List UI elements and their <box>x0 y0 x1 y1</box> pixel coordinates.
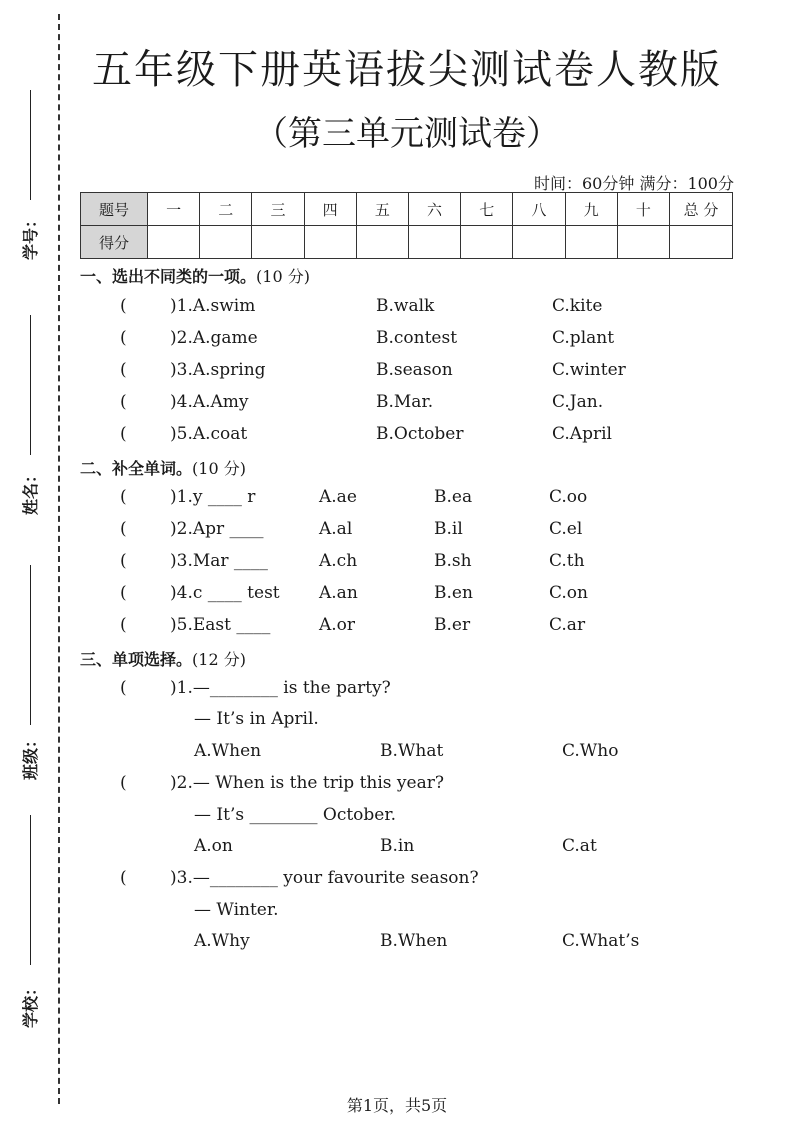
answer-bracket[interactable]: ( <box>120 519 127 539</box>
question-option-a: A.an <box>319 583 358 603</box>
answer-bracket[interactable]: ( <box>120 487 127 507</box>
question-option-a: )4.A.Amy <box>170 392 249 412</box>
question-option-a: A.ae <box>319 487 357 507</box>
question-option-a: )3.A.spring <box>170 360 266 380</box>
score-cell[interactable] <box>408 226 460 259</box>
question-option-b: B.What <box>380 741 444 761</box>
section-1-points: (10 分) <box>256 267 310 286</box>
question-option-b: B.walk <box>376 296 435 316</box>
question-option-a: )5.A.coat <box>170 424 248 444</box>
column-header: 总 分 <box>670 193 733 226</box>
answer-bracket[interactable]: ( <box>120 328 127 348</box>
incomplete-word: )5.East ____ <box>170 615 271 635</box>
question-number-label: 题号 <box>81 193 148 226</box>
cut-line <box>58 14 60 1104</box>
column-header: 六 <box>408 193 460 226</box>
school-label: 学校： <box>21 979 40 1028</box>
question-option-c: C.oo <box>549 487 588 507</box>
section-2-points: (10 分) <box>192 459 246 478</box>
binding-margin <box>0 0 62 1123</box>
question-option-b: B.When <box>380 931 448 951</box>
answer-bracket[interactable]: ( <box>120 773 127 793</box>
answer-bracket[interactable]: ( <box>120 615 127 635</box>
question-option-a: A.ch <box>319 551 358 571</box>
class-field <box>18 560 54 780</box>
student-id-line[interactable] <box>30 90 31 200</box>
answer-bracket[interactable]: ( <box>120 296 127 316</box>
question-option-c: C.April <box>552 424 612 444</box>
score-cell[interactable] <box>148 226 200 259</box>
incomplete-word: )3.Mar ____ <box>170 551 268 571</box>
class-label: 班级： <box>21 731 40 780</box>
score-cell[interactable] <box>304 226 356 259</box>
incomplete-word: )2.Apr ____ <box>170 519 264 539</box>
question-option-b: B.October <box>376 424 464 444</box>
question-option-a: A.Why <box>194 931 250 951</box>
question-option-a: )1.A.swim <box>170 296 256 316</box>
column-header: 二 <box>200 193 252 226</box>
question-option-b: B.il <box>434 519 463 539</box>
dialogue-response: — It’s in April. <box>194 709 319 729</box>
answer-bracket[interactable]: ( <box>120 551 127 571</box>
page-title: 五年级下册英语拔尖测试卷人教版 <box>92 47 722 93</box>
column-header: 七 <box>461 193 513 226</box>
question-option-c: C.kite <box>552 296 603 316</box>
question-text: )2.— When is the trip this year? <box>170 773 444 793</box>
question-option-c: C.winter <box>552 360 626 380</box>
dialogue-response: — It’s ________ October. <box>194 805 397 825</box>
section-1-heading: 一、选出不同类的一项。 <box>80 267 257 286</box>
student-id-label: 学号： <box>21 211 40 260</box>
answer-bracket[interactable]: ( <box>120 360 127 380</box>
page-footer: 第1页，共5页 <box>346 1096 448 1115</box>
question-option-c: C.Jan. <box>552 392 604 412</box>
question-option-b: B.contest <box>376 328 458 348</box>
score-table-header-row <box>81 193 733 226</box>
score-cell[interactable] <box>356 226 408 259</box>
column-header: 十 <box>617 193 669 226</box>
question-option-a: )2.A.game <box>170 328 258 348</box>
question-option-a: A.When <box>194 741 262 761</box>
class-line[interactable] <box>30 565 31 725</box>
answer-bracket[interactable]: ( <box>120 583 127 603</box>
question-option-c: C.ar <box>549 615 586 635</box>
question-option-a: A.on <box>194 836 233 856</box>
page-subtitle: （第三单元测试卷） <box>254 114 560 154</box>
score-table <box>80 192 733 259</box>
question-option-b: B.ea <box>434 487 473 507</box>
question-option-b: B.in <box>380 836 415 856</box>
score-cell[interactable] <box>617 226 669 259</box>
question-option-b: B.en <box>434 583 473 603</box>
score-table-score-row <box>81 226 733 259</box>
score-cell[interactable] <box>565 226 617 259</box>
section-3-points: (12 分) <box>192 650 246 669</box>
score-cell[interactable] <box>513 226 565 259</box>
name-field <box>18 310 54 520</box>
column-header: 八 <box>513 193 565 226</box>
question-option-b: B.season <box>376 360 453 380</box>
answer-bracket[interactable]: ( <box>120 392 127 412</box>
incomplete-word: )4.c ____ test <box>170 583 280 603</box>
score-label: 得分 <box>81 226 148 259</box>
question-option-c: C.Who <box>562 741 619 761</box>
incomplete-word: )1.y ____ r <box>170 487 256 507</box>
score-cell[interactable] <box>252 226 304 259</box>
answer-bracket[interactable]: ( <box>120 868 127 888</box>
dialogue-response: — Winter. <box>194 900 279 920</box>
question-option-b: B.er <box>434 615 471 635</box>
section-3-title <box>80 647 246 670</box>
score-cell[interactable] <box>670 226 733 259</box>
name-line[interactable] <box>30 315 31 455</box>
answer-bracket[interactable]: ( <box>120 678 127 698</box>
column-header: 五 <box>356 193 408 226</box>
question-option-c: C.on <box>549 583 588 603</box>
question-option-c: C.plant <box>552 328 615 348</box>
column-header: 四 <box>304 193 356 226</box>
time-and-score-info: 时间：60分钟 满分：100分 <box>534 174 734 193</box>
question-text: )1.—________ is the party? <box>170 678 391 698</box>
student-id-field <box>18 80 54 270</box>
column-header: 九 <box>565 193 617 226</box>
question-option-c: C.What’s <box>562 931 640 951</box>
question-option-c: C.th <box>549 551 585 571</box>
section-1-title <box>80 264 310 287</box>
question-option-c: C.at <box>562 836 597 856</box>
score-cell[interactable] <box>461 226 513 259</box>
school-field <box>18 810 54 1030</box>
school-line[interactable] <box>30 815 31 965</box>
question-option-a: A.al <box>319 519 353 539</box>
name-label: 姓名： <box>21 466 40 515</box>
question-option-b: B.Mar. <box>376 392 434 412</box>
section-2-title <box>80 456 246 479</box>
question-option-a: A.or <box>319 615 356 635</box>
score-cell[interactable] <box>200 226 252 259</box>
column-header: 三 <box>252 193 304 226</box>
section-3-heading: 三、单项选择。 <box>80 650 193 669</box>
question-option-b: B.sh <box>434 551 472 571</box>
section-2-heading: 二、补全单词。 <box>80 459 193 478</box>
question-option-c: C.el <box>549 519 583 539</box>
column-header: 一 <box>148 193 200 226</box>
answer-bracket[interactable]: ( <box>120 424 127 444</box>
question-text: )3.—________ your favourite season? <box>170 868 479 888</box>
